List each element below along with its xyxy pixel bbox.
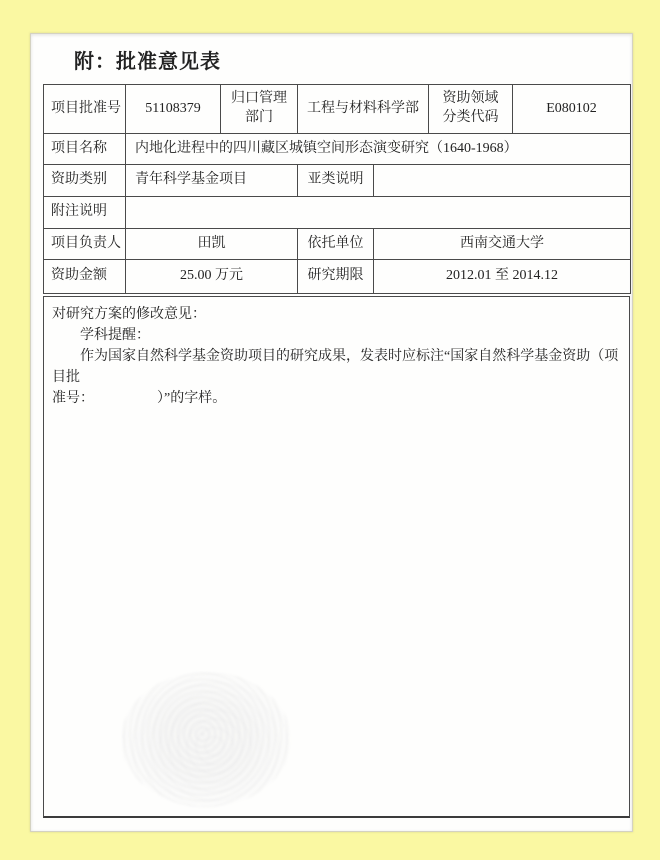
comments-heading: 对研究方案的修改意见：	[52, 307, 206, 322]
institution-label: 依托单位	[298, 229, 374, 260]
field-code-value: E080102	[513, 85, 631, 134]
review-comments-box	[43, 296, 630, 818]
dept-value: 工程与材料科学部	[298, 85, 429, 134]
document-page	[30, 33, 633, 832]
project-name-label: 项目名称	[44, 134, 126, 165]
category-label: 资助类别	[44, 165, 126, 197]
amount-value: 25.00 万元	[126, 260, 298, 294]
table-row	[44, 134, 631, 165]
faint-seal-stamp	[121, 672, 291, 807]
reminder-text-line1: 作为国家自然科学基金资助项目的研究成果，发表时应标注“国家自然科学基金资助（项目批	[52, 349, 619, 385]
table-row	[44, 260, 631, 294]
reminder-text-line2: 准号： ）”的字样。	[52, 391, 227, 406]
subcategory-label: 亚类说明	[298, 165, 374, 197]
amount-label: 资助金额	[44, 260, 126, 294]
table-row	[44, 85, 631, 134]
approval-no-label: 项目批准号	[44, 85, 126, 134]
notes-label: 附注说明	[44, 197, 126, 229]
table-row	[44, 165, 631, 197]
project-name-value: 内地化进程中的四川藏区城镇空间形态演变研究（1640-1968）	[126, 134, 631, 165]
notes-value	[126, 197, 631, 229]
field-code-label: 资助领域分类代码	[429, 85, 513, 134]
discipline-reminder-label: 学科提醒：	[80, 328, 150, 343]
dept-label: 归口管理部门	[221, 85, 298, 134]
leader-label: 项目负责人	[44, 229, 126, 260]
period-label: 研究期限	[298, 260, 374, 294]
institution-value: 西南交通大学	[374, 229, 631, 260]
page-title: 附：批准意见表	[74, 51, 221, 73]
leader-value: 田凯	[126, 229, 298, 260]
table-row	[44, 197, 631, 229]
category-value: 青年科学基金项目	[126, 165, 298, 197]
period-value: 2012.01 至 2014.12	[374, 260, 631, 294]
approval-info-table	[43, 84, 631, 294]
table-row	[44, 229, 631, 260]
subcategory-value	[374, 165, 631, 197]
approval-no-value: 51108379	[126, 85, 221, 134]
